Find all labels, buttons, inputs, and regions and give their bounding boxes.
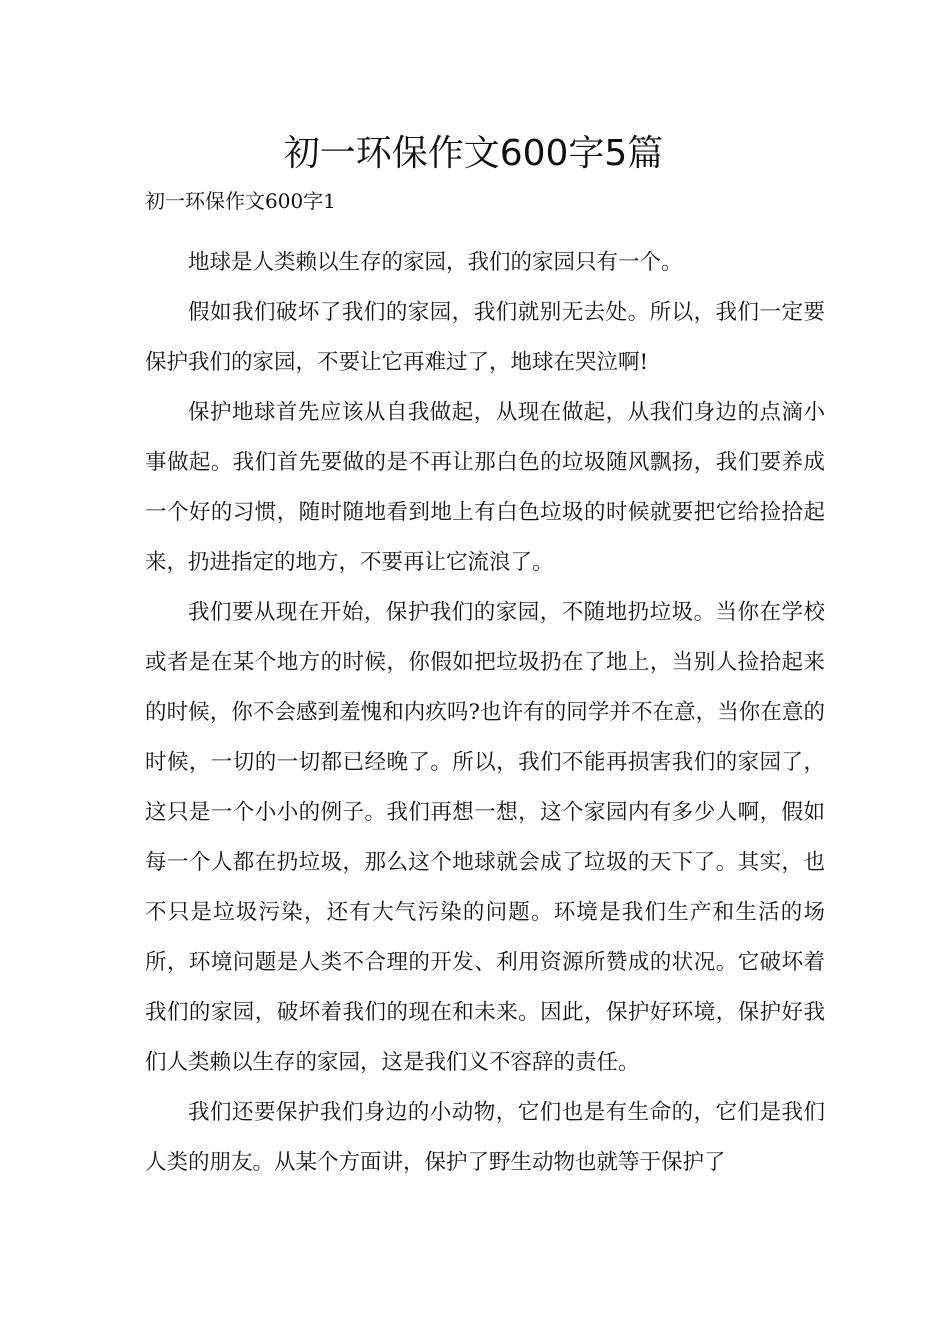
paragraph-5: 我们还要保护我们身边的小动物，它们也是有生命的，它们是我们人类的朋友。从某个方面讲，保护了野生动物也就等于保护了 xyxy=(145,1100,825,1175)
document-title: 初一环保作文600字5篇 xyxy=(283,133,664,174)
paragraph-4: 我们要从现在开始，保护我们的家园，不随地扔垃圾。当你在学校或者是在某个地方的时候，你假如把垃圾扔在了地上，当别人捡拾起来的时候，你不会感到羞愧和内疚吗?也许有的同学并不在意，当你在意的时候，一切的一切都已经晚了。所以，我们不能再损害我们的家园了，这只是一个小小的例子。我们再想一想，这个家园内有多少人啊，假如每一个人都在扔垃圾，那么这个地球就会成了垃圾的天下了。其实，也不只是垃圾污染，还有大气污染的问题。环境是我们生产和生活的场所，环境问题是人类不合理的开发、利用资源所赞成的状况。它破坏着我们的家园，破坏着我们的现在和未来。因此，保护好环境，保护好我们人类赖以生存的家园，这是我们义不容辞的责任。 xyxy=(145,600,825,1075)
paragraph-2: 假如我们破坏了我们的家园，我们就别无去处。所以，我们一定要保护我们的家园，不要让它再难过了，地球在哭泣啊! xyxy=(145,300,825,375)
paragraph-3: 保护地球首先应该从自我做起，从现在做起，从我们身边的点滴小事做起。我们首先要做的是不再让那白色的垃圾随风飘扬，我们要养成一个好的习惯，随时随地看到地上有白色垃圾的时候就要把它给捡拾起来，扔进指定的地方，不要再让它流浪了。 xyxy=(145,400,825,575)
essay-heading: 初一环保作文600字1 xyxy=(145,189,336,213)
paragraph-1: 地球是人类赖以生存的家园，我们的家园只有一个。 xyxy=(188,250,683,275)
